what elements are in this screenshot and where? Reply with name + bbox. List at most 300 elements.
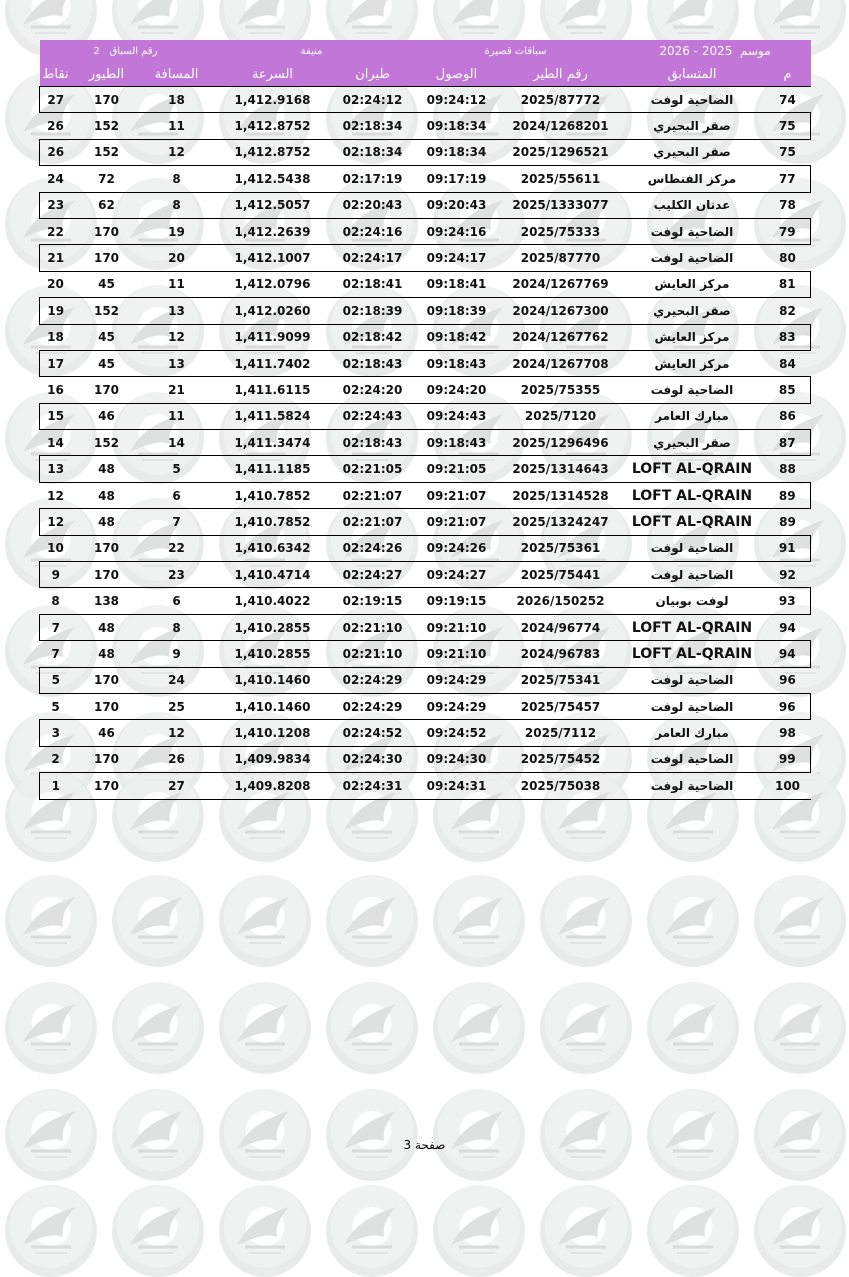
flight-time-cell: 02:17:19 xyxy=(334,166,412,192)
race-number-cell xyxy=(40,40,212,62)
competitor-name-cell: مبارك العامر xyxy=(620,720,765,746)
competitor-name-cell: صقر البحيري xyxy=(620,298,765,324)
arrival-time-cell: 09:21:05 xyxy=(412,456,502,482)
region: منيفة xyxy=(212,40,412,62)
col-header-points: نقاط xyxy=(40,62,72,87)
speed-cell: 1,412.5438 xyxy=(212,166,334,192)
ring-number-cell: 2025/87772 xyxy=(502,87,620,113)
rank-cell: 99 xyxy=(765,746,811,772)
arrival-time-cell: 09:24:29 xyxy=(412,693,502,719)
points-cell: 5 xyxy=(40,667,72,693)
arrival-time-cell: 09:24:30 xyxy=(412,746,502,772)
birds-cell: 48 xyxy=(72,509,142,535)
flight-time-cell: 02:24:29 xyxy=(334,667,412,693)
rank-cell: 94 xyxy=(765,614,811,640)
arrival-time-cell: 09:24:29 xyxy=(412,667,502,693)
competitor-name-cell: الضاحية لوفت xyxy=(620,535,765,561)
watermark-emblem xyxy=(540,1185,632,1277)
rank-cell: 88 xyxy=(765,456,811,482)
arrival-time-cell: 09:18:42 xyxy=(412,324,502,350)
ring-number-cell: 2024/1267762 xyxy=(502,324,620,350)
table-row xyxy=(40,245,811,271)
rank-cell: 98 xyxy=(765,720,811,746)
arrival-time-cell: 09:18:34 xyxy=(412,139,502,165)
arrival-time-cell: 09:21:10 xyxy=(412,641,502,667)
rank-cell: 81 xyxy=(765,271,811,297)
speed-cell: 1,411.7402 xyxy=(212,350,334,376)
arrival-time-cell: 09:24:27 xyxy=(412,562,502,588)
competitor-name-cell: LOFT AL-QRAIN xyxy=(620,482,765,508)
flight-time-cell: 02:24:26 xyxy=(334,535,412,561)
table-row xyxy=(40,693,811,719)
distance-cell: 22 xyxy=(142,535,212,561)
ring-number-cell: 2024/96774 xyxy=(502,614,620,640)
speed-cell: 1,412.0796 xyxy=(212,271,334,297)
competitor-name-cell: مركز العايش xyxy=(620,350,765,376)
table-row xyxy=(40,720,811,746)
rank-cell: 96 xyxy=(765,693,811,719)
col-header-flight: طيران xyxy=(334,62,412,87)
speed-cell: 1,410.4714 xyxy=(212,562,334,588)
watermark-emblem xyxy=(540,875,632,967)
race-number: 2 xyxy=(93,45,100,57)
table-row xyxy=(40,377,811,403)
distance-cell: 21 xyxy=(142,377,212,403)
rank-cell: 94 xyxy=(765,641,811,667)
competitor-name-cell: مركز الفنطاس xyxy=(620,166,765,192)
distance-cell: 12 xyxy=(142,139,212,165)
rank-cell: 75 xyxy=(765,139,811,165)
birds-cell: 152 xyxy=(72,139,142,165)
watermark-emblem xyxy=(647,1185,739,1277)
watermark-emblem xyxy=(433,1185,525,1277)
points-cell: 26 xyxy=(40,139,72,165)
ring-number-cell: 2025/1296496 xyxy=(502,430,620,456)
distance-cell: 26 xyxy=(142,746,212,772)
arrival-time-cell: 09:20:43 xyxy=(412,192,502,218)
flight-time-cell: 02:18:42 xyxy=(334,324,412,350)
speed-cell: 1,409.9834 xyxy=(212,746,334,772)
table-row xyxy=(40,403,811,429)
speed-cell: 1,412.8752 xyxy=(212,139,334,165)
distance-cell: 11 xyxy=(142,271,212,297)
distance-cell: 12 xyxy=(142,720,212,746)
points-cell: 18 xyxy=(40,324,72,350)
flight-time-cell: 02:18:41 xyxy=(334,271,412,297)
speed-cell: 1,412.9168 xyxy=(212,87,334,113)
table-row xyxy=(40,588,811,614)
flight-time-cell: 02:18:43 xyxy=(334,350,412,376)
rank-cell: 84 xyxy=(765,350,811,376)
distance-cell: 6 xyxy=(142,482,212,508)
watermark-emblem xyxy=(433,875,525,967)
rank-cell: 87 xyxy=(765,430,811,456)
arrival-time-cell: 09:24:26 xyxy=(412,535,502,561)
watermark-emblem xyxy=(5,982,97,1074)
flight-time-cell: 02:18:43 xyxy=(334,430,412,456)
table-title-row xyxy=(40,40,811,62)
birds-cell: 152 xyxy=(72,113,142,139)
table-row xyxy=(40,562,811,588)
table-row xyxy=(40,192,811,218)
points-cell: 1 xyxy=(40,773,72,799)
flight-time-cell: 02:24:29 xyxy=(334,693,412,719)
flight-time-cell: 02:24:12 xyxy=(334,87,412,113)
points-cell: 14 xyxy=(40,430,72,456)
distance-cell: 20 xyxy=(142,245,212,271)
birds-cell: 170 xyxy=(72,693,142,719)
flight-time-cell: 02:20:43 xyxy=(334,192,412,218)
points-cell: 5 xyxy=(40,693,72,719)
season-label: موسم xyxy=(740,44,771,58)
flight-time-cell: 02:21:10 xyxy=(334,614,412,640)
watermark-emblem xyxy=(326,982,418,1074)
speed-cell: 1,412.8752 xyxy=(212,113,334,139)
arrival-time-cell: 09:18:39 xyxy=(412,298,502,324)
birds-cell: 138 xyxy=(72,588,142,614)
speed-cell: 1,410.7852 xyxy=(212,509,334,535)
competitor-name-cell: الضاحية لوفت xyxy=(620,87,765,113)
race-number-label: رقم السباق xyxy=(109,45,158,57)
competitor-name-cell: مركز العايش xyxy=(620,324,765,350)
flight-time-cell: 02:24:43 xyxy=(334,403,412,429)
watermark-emblem xyxy=(326,1089,418,1181)
ring-number-cell: 2025/1314528 xyxy=(502,482,620,508)
watermark-emblem xyxy=(540,1089,632,1181)
speed-cell: 1,412.5057 xyxy=(212,192,334,218)
arrival-time-cell: 09:24:20 xyxy=(412,377,502,403)
flight-time-cell: 02:24:16 xyxy=(334,218,412,244)
arrival-time-cell: 09:24:31 xyxy=(412,773,502,799)
flight-time-cell: 02:21:05 xyxy=(334,456,412,482)
table-row xyxy=(40,218,811,244)
arrival-time-cell: 09:18:43 xyxy=(412,430,502,456)
arrival-time-cell: 09:24:43 xyxy=(412,403,502,429)
birds-cell: 45 xyxy=(72,350,142,376)
ring-number-cell: 2025/55611 xyxy=(502,166,620,192)
distance-cell: 13 xyxy=(142,298,212,324)
ring-number-cell: 2025/7120 xyxy=(502,403,620,429)
points-cell: 15 xyxy=(40,403,72,429)
season-cell xyxy=(620,40,811,62)
rank-cell: 74 xyxy=(765,87,811,113)
flight-time-cell: 02:24:27 xyxy=(334,562,412,588)
competitor-name-cell: مبارك العامر xyxy=(620,403,765,429)
birds-cell: 46 xyxy=(72,720,142,746)
col-header-distance: المسافة xyxy=(142,62,212,87)
rank-cell: 89 xyxy=(765,482,811,508)
distance-cell: 13 xyxy=(142,350,212,376)
competitor-name-cell: عدنان الكليب xyxy=(620,192,765,218)
competitor-name-cell: الضاحية لوفت xyxy=(620,773,765,799)
points-cell: 10 xyxy=(40,535,72,561)
birds-cell: 46 xyxy=(72,403,142,429)
watermark-emblem xyxy=(647,1089,739,1181)
birds-cell: 170 xyxy=(72,773,142,799)
column-header-row xyxy=(40,62,811,87)
col-header-competitor: المتسابق xyxy=(620,62,765,87)
birds-cell: 170 xyxy=(72,562,142,588)
speed-cell: 1,410.1460 xyxy=(212,667,334,693)
flight-time-cell: 02:18:34 xyxy=(334,113,412,139)
distance-cell: 9 xyxy=(142,641,212,667)
col-header-arrival: الوصول xyxy=(412,62,502,87)
table-row xyxy=(40,773,811,799)
table-row xyxy=(40,509,811,535)
table-row xyxy=(40,166,811,192)
table-row xyxy=(40,535,811,561)
distance-cell: 8 xyxy=(142,192,212,218)
speed-cell: 1,412.0260 xyxy=(212,298,334,324)
page-number: صفحة 3 xyxy=(403,1138,446,1152)
birds-cell: 170 xyxy=(72,377,142,403)
birds-cell: 62 xyxy=(72,192,142,218)
ring-number-cell: 2025/75457 xyxy=(502,693,620,719)
birds-cell: 170 xyxy=(72,667,142,693)
distance-cell: 14 xyxy=(142,430,212,456)
ring-number-cell: 2026/150252 xyxy=(502,588,620,614)
arrival-time-cell: 09:24:16 xyxy=(412,218,502,244)
points-cell: 3 xyxy=(40,720,72,746)
points-cell: 12 xyxy=(40,509,72,535)
competitor-name-cell: الضاحية لوفت xyxy=(620,218,765,244)
rank-cell: 78 xyxy=(765,192,811,218)
speed-cell: 1,410.1460 xyxy=(212,693,334,719)
competitor-name-cell: صقر البحيري xyxy=(620,113,765,139)
speed-cell: 1,412.2639 xyxy=(212,218,334,244)
speed-cell: 1,410.6342 xyxy=(212,535,334,561)
watermark-emblem xyxy=(5,1185,97,1277)
watermark-emblem xyxy=(433,1089,525,1181)
flight-time-cell: 02:24:52 xyxy=(334,720,412,746)
rank-cell: 96 xyxy=(765,667,811,693)
points-cell: 9 xyxy=(40,562,72,588)
rank-cell: 79 xyxy=(765,218,811,244)
birds-cell: 170 xyxy=(72,218,142,244)
rank-cell: 93 xyxy=(765,588,811,614)
points-cell: 13 xyxy=(40,456,72,482)
points-cell: 7 xyxy=(40,614,72,640)
arrival-time-cell: 09:24:17 xyxy=(412,245,502,271)
distance-cell: 27 xyxy=(142,773,212,799)
ring-number-cell: 2025/1324247 xyxy=(502,509,620,535)
ring-number-cell: 2025/7112 xyxy=(502,720,620,746)
table-row xyxy=(40,139,811,165)
competitor-name-cell: LOFT AL-QRAIN xyxy=(620,614,765,640)
col-header-birds: الطيور xyxy=(72,62,142,87)
watermark-emblem xyxy=(112,1185,204,1277)
speed-cell: 1,411.6115 xyxy=(212,377,334,403)
points-cell: 20 xyxy=(40,271,72,297)
distance-cell: 8 xyxy=(142,166,212,192)
watermark-emblem xyxy=(219,875,311,967)
flight-time-cell: 02:24:17 xyxy=(334,245,412,271)
rank-cell: 100 xyxy=(765,773,811,799)
flight-time-cell: 02:21:07 xyxy=(334,482,412,508)
birds-cell: 48 xyxy=(72,456,142,482)
rank-cell: 80 xyxy=(765,245,811,271)
speed-cell: 1,409.8208 xyxy=(212,773,334,799)
flight-time-cell: 02:19:15 xyxy=(334,588,412,614)
competitor-name-cell: صقر البحيري xyxy=(620,139,765,165)
distance-cell: 11 xyxy=(142,403,212,429)
competitor-name-cell: الضاحية لوفت xyxy=(620,245,765,271)
arrival-time-cell: 09:24:52 xyxy=(412,720,502,746)
flight-time-cell: 02:18:34 xyxy=(334,139,412,165)
ring-number-cell: 2024/1267300 xyxy=(502,298,620,324)
table-row xyxy=(40,482,811,508)
points-cell: 27 xyxy=(40,87,72,113)
distance-cell: 24 xyxy=(142,667,212,693)
competitor-name-cell: صقر البحيري xyxy=(620,430,765,456)
watermark-emblem xyxy=(5,1089,97,1181)
speed-cell: 1,411.1185 xyxy=(212,456,334,482)
competitor-name-cell: LOFT AL-QRAIN xyxy=(620,456,765,482)
birds-cell: 45 xyxy=(72,324,142,350)
ring-number-cell: 2024/1267769 xyxy=(502,271,620,297)
distance-cell: 7 xyxy=(142,509,212,535)
season-years: 2026 - 2025 xyxy=(659,44,733,58)
competitor-name-cell: لوفت بوبيان xyxy=(620,588,765,614)
flight-time-cell: 02:24:20 xyxy=(334,377,412,403)
watermark-emblem xyxy=(647,875,739,967)
rank-cell: 75 xyxy=(765,113,811,139)
arrival-time-cell: 09:18:43 xyxy=(412,350,502,376)
speed-cell: 1,411.3474 xyxy=(212,430,334,456)
points-cell: 16 xyxy=(40,377,72,403)
arrival-time-cell: 09:18:34 xyxy=(412,113,502,139)
watermark-emblem xyxy=(219,1185,311,1277)
points-cell: 7 xyxy=(40,641,72,667)
table-row xyxy=(40,324,811,350)
watermark-emblem xyxy=(5,875,97,967)
col-header-ring: رقم الطير xyxy=(502,62,620,87)
watermark-emblem xyxy=(647,982,739,1074)
arrival-time-cell: 09:17:19 xyxy=(412,166,502,192)
watermark-emblem xyxy=(112,1089,204,1181)
table-row xyxy=(40,746,811,772)
distance-cell: 12 xyxy=(142,324,212,350)
arrival-time-cell: 09:21:07 xyxy=(412,482,502,508)
table-row xyxy=(40,271,811,297)
birds-cell: 170 xyxy=(72,746,142,772)
table-row xyxy=(40,641,811,667)
rank-cell: 77 xyxy=(765,166,811,192)
rank-cell: 82 xyxy=(765,298,811,324)
birds-cell: 170 xyxy=(72,87,142,113)
competitor-name-cell: LOFT AL-QRAIN xyxy=(620,641,765,667)
table-row xyxy=(40,298,811,324)
watermark-emblem xyxy=(754,982,846,1074)
speed-cell: 1,410.4022 xyxy=(212,588,334,614)
ring-number-cell: 2025/75361 xyxy=(502,535,620,561)
points-cell: 22 xyxy=(40,218,72,244)
birds-cell: 152 xyxy=(72,298,142,324)
competitor-name-cell: LOFT AL-QRAIN xyxy=(620,509,765,535)
speed-cell: 1,411.5824 xyxy=(212,403,334,429)
col-header-rank: م xyxy=(765,62,811,87)
watermark-emblem xyxy=(326,875,418,967)
watermark-emblem xyxy=(754,875,846,967)
birds-cell: 170 xyxy=(72,535,142,561)
flight-time-cell: 02:21:07 xyxy=(334,509,412,535)
distance-cell: 25 xyxy=(142,693,212,719)
watermark-emblem xyxy=(326,1185,418,1277)
points-cell: 21 xyxy=(40,245,72,271)
arrival-time-cell: 09:21:07 xyxy=(412,509,502,535)
competitor-name-cell: الضاحية لوفت xyxy=(620,562,765,588)
birds-cell: 170 xyxy=(72,245,142,271)
ring-number-cell: 2025/75355 xyxy=(502,377,620,403)
rank-cell: 91 xyxy=(765,535,811,561)
ring-number-cell: 2024/1267708 xyxy=(502,350,620,376)
table-row xyxy=(40,430,811,456)
ring-number-cell: 2025/75038 xyxy=(502,773,620,799)
watermark-emblem xyxy=(219,1089,311,1181)
birds-cell: 48 xyxy=(72,641,142,667)
table-row xyxy=(40,456,811,482)
ring-number-cell: 2025/1333077 xyxy=(502,192,620,218)
competitor-name-cell: الضاحية لوفت xyxy=(620,667,765,693)
points-cell: 2 xyxy=(40,746,72,772)
distance-cell: 6 xyxy=(142,588,212,614)
rank-cell: 86 xyxy=(765,403,811,429)
arrival-time-cell: 09:24:12 xyxy=(412,87,502,113)
rank-cell: 83 xyxy=(765,324,811,350)
points-cell: 23 xyxy=(40,192,72,218)
race-type: سباقات قصيرة xyxy=(412,40,620,62)
ring-number-cell: 2025/1314643 xyxy=(502,456,620,482)
watermark-emblem xyxy=(754,1185,846,1277)
points-cell: 12 xyxy=(40,482,72,508)
table-row xyxy=(40,113,811,139)
flight-time-cell: 02:18:39 xyxy=(334,298,412,324)
speed-cell: 1,410.2855 xyxy=(212,641,334,667)
rank-cell: 92 xyxy=(765,562,811,588)
distance-cell: 11 xyxy=(142,113,212,139)
competitor-name-cell: الضاحية لوفت xyxy=(620,377,765,403)
speed-cell: 1,410.1208 xyxy=(212,720,334,746)
watermark-emblem xyxy=(219,982,311,1074)
table-row xyxy=(40,350,811,376)
speed-cell: 1,410.2855 xyxy=(212,614,334,640)
results-table xyxy=(39,40,811,800)
arrival-time-cell: 09:21:10 xyxy=(412,614,502,640)
competitor-name-cell: الضاحية لوفت xyxy=(620,693,765,719)
arrival-time-cell: 09:18:41 xyxy=(412,271,502,297)
distance-cell: 19 xyxy=(142,218,212,244)
speed-cell: 1,412.1007 xyxy=(212,245,334,271)
col-header-speed: السرعة xyxy=(212,62,334,87)
ring-number-cell: 2025/1296521 xyxy=(502,139,620,165)
ring-number-cell: 2025/75333 xyxy=(502,218,620,244)
distance-cell: 18 xyxy=(142,87,212,113)
ring-number-cell: 2025/87770 xyxy=(502,245,620,271)
ring-number-cell: 2024/96783 xyxy=(502,641,620,667)
rank-cell: 89 xyxy=(765,509,811,535)
watermark-emblem xyxy=(112,875,204,967)
watermark-emblem xyxy=(433,982,525,1074)
points-cell: 24 xyxy=(40,166,72,192)
birds-cell: 48 xyxy=(72,614,142,640)
speed-cell: 1,411.9099 xyxy=(212,324,334,350)
flight-time-cell: 02:24:31 xyxy=(334,773,412,799)
table-row xyxy=(40,614,811,640)
birds-cell: 48 xyxy=(72,482,142,508)
table-row xyxy=(40,87,811,113)
birds-cell: 152 xyxy=(72,430,142,456)
ring-number-cell: 2024/1268201 xyxy=(502,113,620,139)
